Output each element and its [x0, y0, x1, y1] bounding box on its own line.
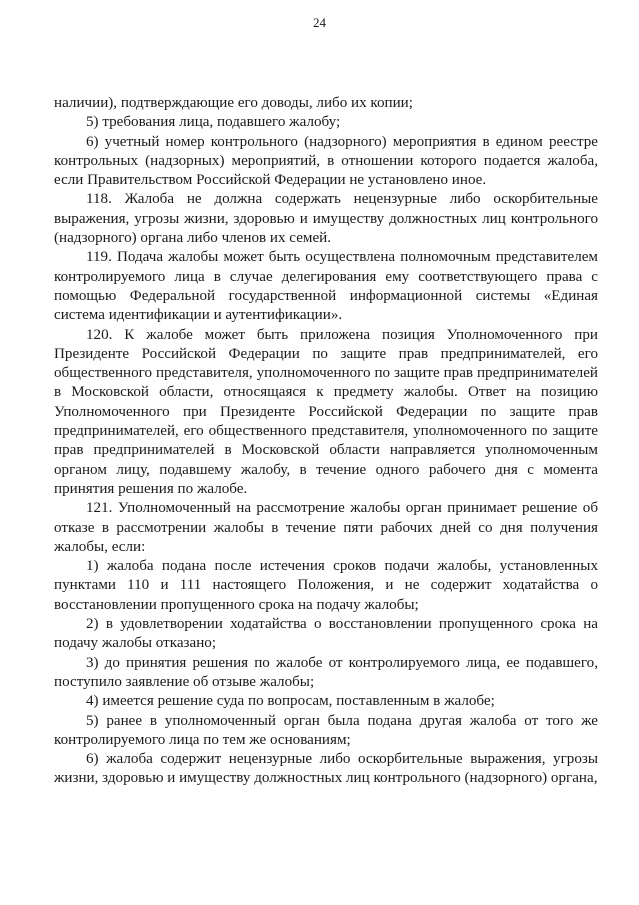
paragraph-118: 118. Жалоба не должна содержать нецензурные либо оскорбительные выражения, угрозы жизни, здоровью и имуществу должностных лиц контрольного (надзорного) органа либо членов их семей.: [54, 191, 598, 247]
paragraph-121-item-5: 5) ранее в уполномоченный орган была подана другая жалоба от того же контролируемого лица по тем же основаниям;: [54, 712, 598, 748]
paragraph-item-5: 5) требования лица, подавшего жалобу;: [86, 114, 341, 131]
paragraph-continuation: наличии), подтверждающие его доводы, либо их копии;: [54, 95, 413, 111]
document-body: [54, 94, 598, 789]
paragraph-121-item-3: 3) до принятия решения по жалобе от контролируемого лица, ее подавшего, поступило заявление об отзыве жалобы;: [54, 654, 598, 690]
paragraph-121-item-2: 2) в удовлетворении ходатайства о восстановлении пропущенного срока на подачу жалобы отказано;: [54, 616, 598, 652]
paragraph-119: 119. Подача жалобы может быть осуществлена полномочным представителем контролируемого лица в случае делегирования ему соответствующего права с помощью Федеральной государственной информационной системы «Единая система идентификации и аутентификации».: [54, 249, 598, 324]
page-number: 24: [313, 15, 326, 30]
paragraph-121-item-6: 6) жалоба содержит нецензурные либо оскорбительные выражения, угрозы жизни, здоровью и имуществу должностных лиц контрольного (надзорного) органа,: [54, 751, 598, 787]
paragraph-121-item-1: 1) жалоба подана после истечения сроков подачи жалобы, установленных пунктами 110 и 111 настоящего Положения, и не содержит ходатайства о восстановлении пропущенного срока на подачу жалобы;: [54, 558, 598, 613]
paragraph-item-6: 6) учетный номер контрольного (надзорного) мероприятия в едином реестре контрольных (надзорных) мероприятий, в отношении которого подается жалоба, если Правительством Российской Федерации не установлено иное.: [54, 133, 598, 189]
paragraph-121-item-4: 4) имеется решение суда по вопросам, поставленным в жалобе;: [86, 693, 495, 710]
paragraph-121: 121. Уполномоченный на рассмотрение жалобы орган принимает решение об отказе в рассмотрении жалобы в течение пяти рабочих дней со дня получения жалобы, если:: [54, 500, 598, 555]
paragraph-120: 120. К жалобе может быть приложена позиция Уполномоченного при Президенте Российской Федерации по защите прав предпринимателей, его общественного представителя, уполномоченного по защите прав предпринимателей в Московской области, относящаяся к предмету жалобы. Ответ на позицию Уполномоченного при Президенте Российской Федерации по защите прав предпринимателей, его общественного представителя, уполномоченного по защите прав предпринимателей в Московской области направляется уполномоченным органом лицу, подавшему жалобу, в течение одного рабочего дня с момента принятия решения по жалобе.: [54, 326, 598, 497]
